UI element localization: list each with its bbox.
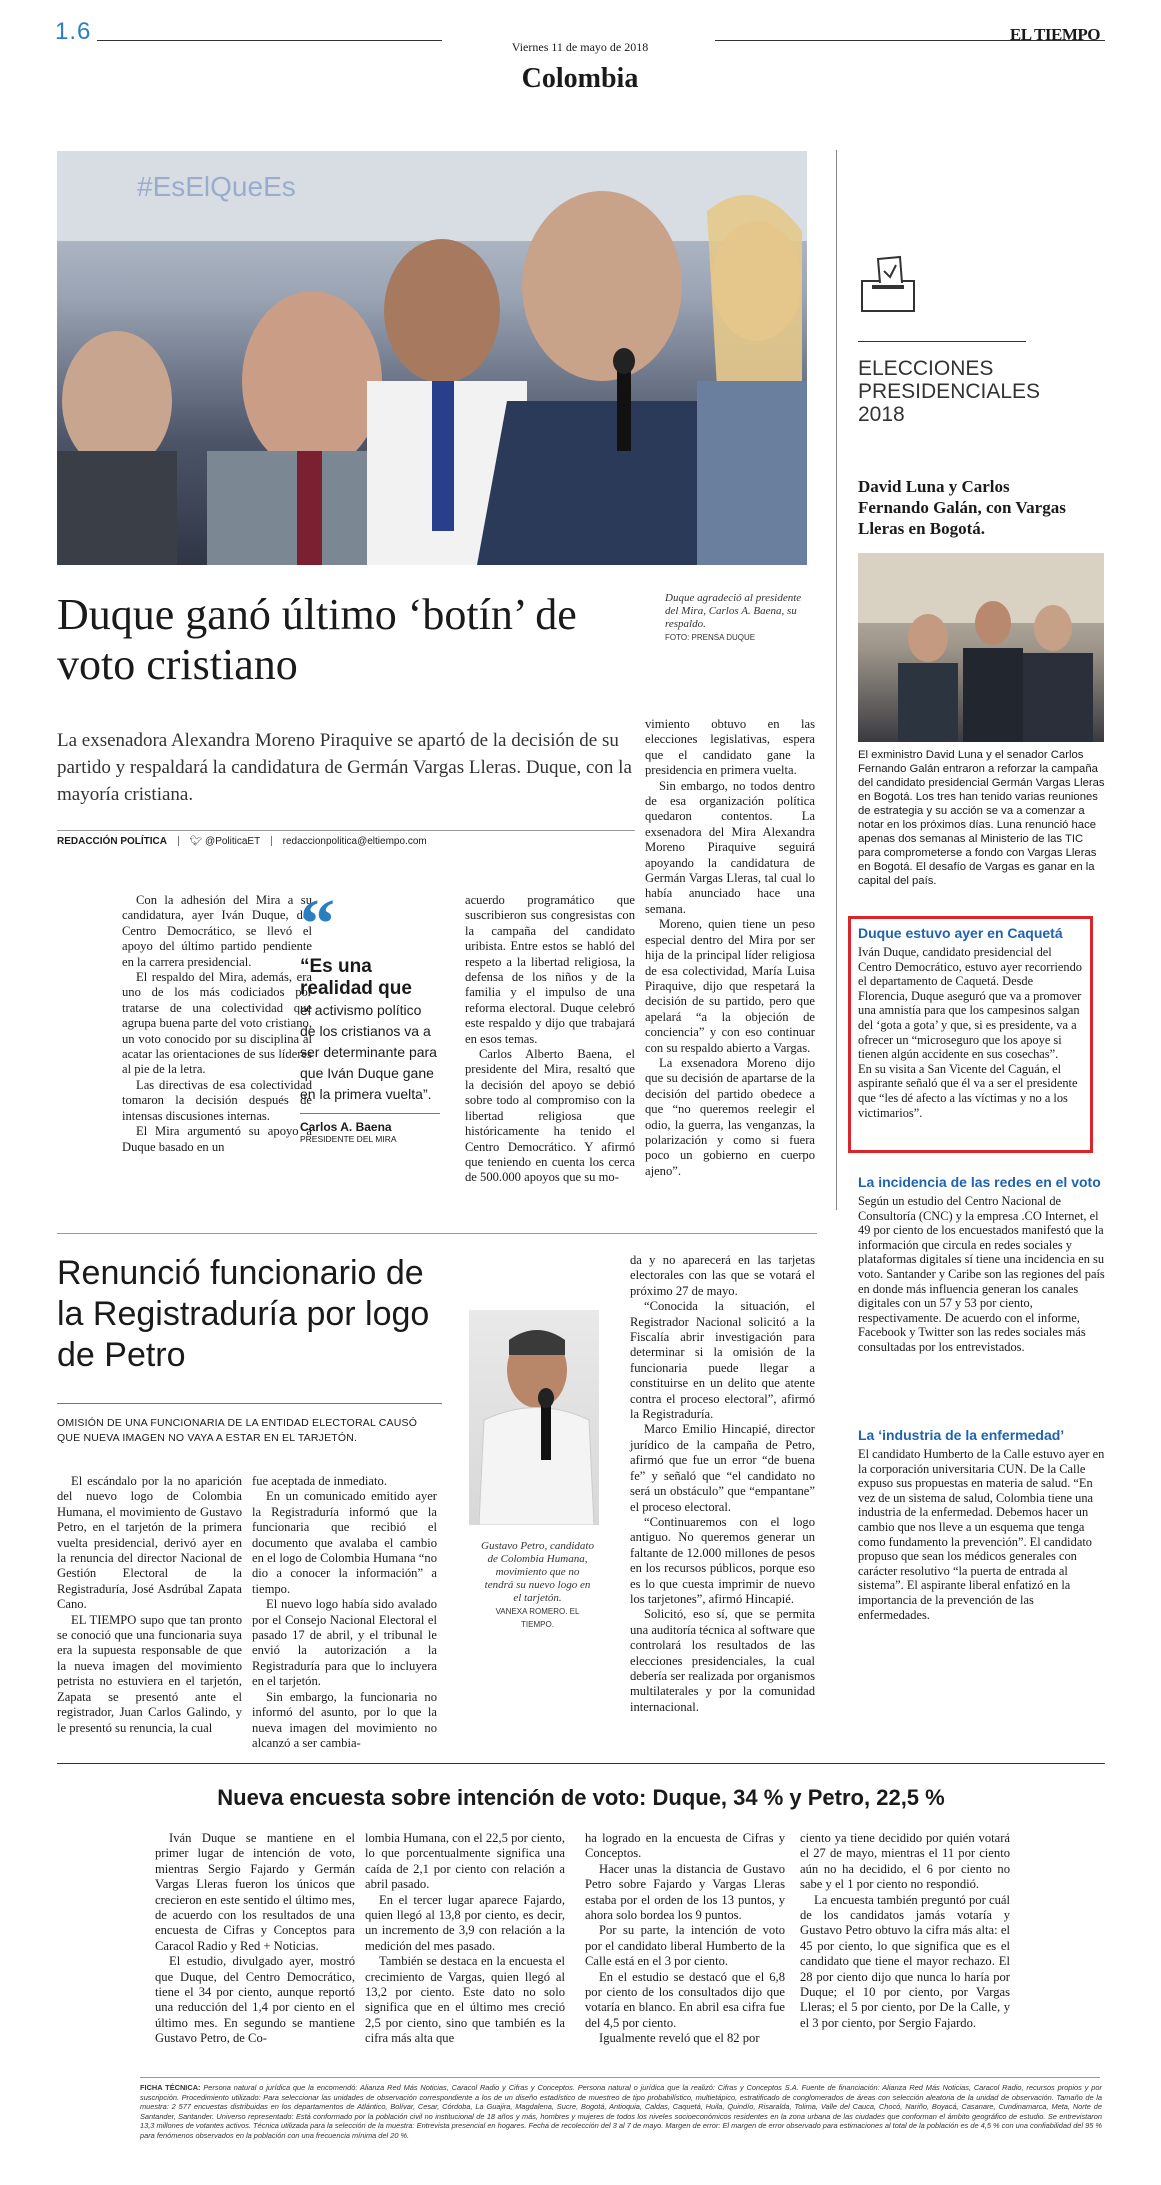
article2-col4: da y no aparecerá en las tarjetas electorales con las que se votará el próximo 27 de mayo. “Conocida la situación, el Registrador Nacional solicitó a la Fiscalía abrir investigación para determinar si la omisión de la funcionaria puede llegar a constituirse en un delito que atente contra el proceso electoral”, afirmó la Registraduría. Marco Emilio Hincapié, director jurídico de la campaña de Petro, afirmó que fue un error “de buena fe” y señaló que “el candidato no será un obstáculo” que “empantane” el proceso electoral. “Continuaremos con el logo antiguo. No queremos generar un faltante de 12.000 millones de pesos en los recursos públicos, porque eso es lo que cuesta imprimir de nuevo los tarjetones”, afirmó Hincapié. Solicitó, eso sí, que se permita una auditoría técnica al software que controlará los resultados de las elecciones presidenciales, la cual debería ser realizada por organismos multilaterales y por la comunidad internacional. (630, 1253, 815, 1714)
quote-bold: “Es una realidad que (300, 956, 412, 999)
sidebar-item-title: La incidencia de las redes en el voto (858, 1174, 1101, 1190)
duque-mira-photo (57, 151, 807, 565)
byline-email[interactable]: redaccionpolitica@eltiempo.com (282, 836, 427, 847)
article1-col4: vimiento obtuvo en las elecciones legislativas, espera que el candidato gane la presidencia en primera vuelta. Sin embargo, no todos dentro de esa organización política quedaron contentos. La exsenadora del Mira Alexandra Moreno Piraquive seguirá apoyando la candidatura de Germán Vargas Lleras, tal cual lo había anunciado hace una semana. Moreno, quien tiene un peso especial dentro del Mira por ser hija de la principal líder religiosa de esa colectividad, María Luisa Piraquive, dijo que respetará la decisión de su partido, pero que apelará “a la objeción de conciencia” y con eso continuar con su respaldo abierto a Vargas. La exsenadora Moreno dijo que su decisión de apartarse de la decisión del partido obedece a que “no queremos reelegir el odio, la guerra, las venganzas, la polarización y como si fuera poco un gobierno en cuerpo ajeno”. (645, 717, 815, 1178)
sidebar-item-text: Iván Duque, candidato presidencial del Centro Democrático, estuvo ayer recorriendo el departamento de Caquetá. Desde Florencia, Duque aseguró que va a promover una amnistía para que los campesinos salgan del ‘gota a gota’ y que, si es presidente, va a ofrecer un “microseguro que los apoye si tienen algún accidente en sus cosechas”. (858, 945, 1082, 1062)
article2-deck: OMISIÓN DE UNA FUNCIONARIA DE LA ENTIDAD ELECTORAL CAUSÓ QUE NUEVA IMAGEN NO VAYA A ESTAR EN EL TARJETÓN. (57, 1417, 418, 1444)
byline: REDACCIÓN POLÍTICA 🐦︎ @PoliticaET redaccionpolitica@eltiempo.com (57, 836, 427, 847)
sidebar-kicker-rule (858, 341, 1026, 342)
byline-rule (57, 830, 635, 831)
svg-text:#EsElQueEs: #EsElQueEs (137, 171, 296, 202)
header-rule-left (97, 40, 442, 41)
twitter-handle[interactable]: @PoliticaET (205, 836, 261, 847)
article3-col4: ciento ya tiene decidido por quién votará el 27 de mayo, mientras el 11 por ciento aún no ha decidido, el 6 por ciento no sabe y el 1 por ciento no respondió. La encuesta también preguntó por cuál de los candidatos jamás votaría y Gustavo Petro obtuvo la cifra más alta: el 45 por ciento, lo que significa que es el candidato que tiene el mayor rechazo. El 28 por ciento dijo que nunca lo haría por Duque; el 10 por ciento, por Vargas Lleras; el 5 por ciento, por De la Calle, y el 3 por ciento, por Sergio Fajardo. (800, 1831, 1010, 2030)
article-divider (57, 1233, 817, 1234)
quote-author: Carlos A. Baena (300, 1120, 392, 1134)
article1-photo-caption: Duque agradeció al presidente del Mira, Carlos A. Baena, su respaldo. FOTO: PRENSA DUQUE (665, 592, 802, 642)
article1-headline: Duque ganó último ‘botín’ de voto cristiano (57, 590, 577, 689)
sidebar-item-redes (858, 1174, 1106, 1355)
pull-quote (300, 886, 440, 1144)
sidebar-item-text: El candidato Humberto de la Calle estuvo ayer en la corporación universitaria CUN. De la Calle expuso sus propuestas en materia de salud. “En vez de un sistema de salud, Colombia tiene una industria de la enfermedad. Debemos hacer un cambio que nos lleve a un esquema que tenga como fundamento la prevención”. El candidato propuso que sean los médicos generales con carácter resolutivo “la puerta de entrada al sistema”. El aspirante liberal enfatizó en la importancia de la prevención de las enfermedades. (858, 1447, 1105, 1622)
article3-col1: Iván Duque se mantiene en el primer lugar de intención de voto, mientras Sergio Fajardo y Germán Vargas Lleras fueron los únicos que crecieron en este sentido el último mes, de acuerdo con los resultados de una encuesta de Cifras y Conceptos para Caracol Radio y Red + Noticias. El estudio, divulgado ayer, mostró que Duque, del Centro Democrático, tiene el 34 por ciento, aunque reportó una reducción del 1,4 por ciento en el último mes. En segundo se mantiene Gustavo Petro, de Co- (155, 1831, 355, 2046)
column-divider (836, 150, 837, 1210)
sidebar-item-title: Duque estuvo ayer en Caquetá (858, 925, 1063, 941)
sidebar-photo (858, 553, 1104, 742)
article3-col3: ha logrado en la encuesta de Cifras y Conceptos. Hacer unas la distancia de Gustavo Petro sobre Fajardo y Vargas Lleras estaba por el orden de los 13 puntos, y ahora solo bordea los 9 puntos. Por su parte, la intención de voto por el candidato liberal Humberto de la Calle está en el 3 por ciento. En el estudio se destacó que el 6,8 por ciento de los consultados dijo que votaría en blanco. En abril esa cifra fue del 4,5 por ciento. Igualmente reveló que el 82 por (585, 1831, 785, 2046)
sidebar-item-salud (858, 1427, 1106, 1622)
quote-mark-icon: “ (300, 886, 335, 963)
sidebar-photo-caption: El exministro David Luna y el senador Carlos Fernando Galán entraron a reforzar la campaña del candidato presidencial Germán Vargas Lleras en Bogotá. Los tres han tenido varias reuniones de estrategia y su acción se va a comenzar a notar en los próximos días. Luna renunció hace apenas dos semanas al Ministerio de las TIC para comprometerse a fondo con Vargas Lleras en Bogotá. El desafío de Vargas es ganar en la capital del país. (858, 749, 1105, 887)
article1-lead: La exsenadora Alexandra Moreno Piraquive se apartó de la decisión de su partido y respaldará la candidatura de Germán Vargas Lleras. Duque, con la mayoría cristiana. (57, 730, 632, 805)
quote-role: PRESIDENTE DEL MIRA (300, 1134, 397, 1144)
brand-logo: EL TIEMPO (1009, 25, 1100, 44)
ficha-tecnica: FICHA TÉCNICA: Persona natural o jurídica que la encomendó: Alianza Red Más Noticias, Caracol Radio y Cifras y Conceptos. Persona natural o jurídica que la realizó: Cifras y Conceptos S.A. Fuente de financiación: Alianza Red Más Noticias, Caracol Radio, recursos propios y por suscripción. Procedimiento utilizado: Para seleccionar las unidades de observación correspondiente a los de un diseño estadístico de muestreo de tipo probabilístico, multietápico, estratificado de conglomerados de áreas con selección aleatoria de la unidad de observación. Tamaño de la muestra: 2 577 encuestas distribuidas en los departamentos de Atlántico, Bolívar, Cesar, Córdoba, La Guajira, Magdalena, Sucre, Bogotá, Antioquia, Caldas, Caquetá, Huila, Quindío, Risaralda, Tolima, Valle del Cauca, Chocó, Nariño, Boyacá, Casanare, Cundinamarca, Meta, Norte de Santander, Santander. Universo representado: Está conformado por la población civil no institucional de 18 años y más, hombres y mujeres de todos los niveles socioeconómicos residentes en la zona urbana de las ciudades que conforman el ámbito geográfico de estudio. Se entrevistaron 13,3 millones de votantes activos. Técnica utilizada para la selección de la muestra: Entrevista presencial en hogares. Fecha de recolección del 3 al 7 de mayo. Margen de error: El margen de error observado para estimaciones al total de la población es de 4,5 % con una confiabilidad del 95 % para fenómenos observados en la población con una frecuencia mínima del 20 %. (140, 2083, 1102, 2140)
article2-photo-caption: Gustavo Petro, candidato de Colombia Humana, movimiento que no tendrá su nuevo logo en el tarjetón. VANEXA ROMERO. EL TIEMPO. (481, 1540, 594, 1629)
sidebar-item-text: Según un estudio del Centro Nacional de Consultoría (CNC) y la empresa .CO Internet, el 49 por ciento de los encuestados manifestó que la información que circula en redes sociales y plataformas digitales sí tiene una incidencia en su voto. Santander y Caribe son las regiones del país en donde más influencia generan los canales digitales con un 57 y 53 por ciento, respectivamente. De acuerdo con el informe, Facebook y Twitter son las redes sociales más consultadas por los entrevistados. (858, 1194, 1105, 1354)
deck-rule (57, 1403, 442, 1404)
section-title: Colombia (521, 63, 639, 94)
article3-top-rule (57, 1763, 1105, 1764)
article1-col1: Con la adhesión del Mira a su candidatura, ayer Iván Duque, del Centro Democrático, se llevó el apoyo del último partido pendiente en la carrera presidencial. El respaldo del Mira, además, era uno de los más codiciados por tratarse de una colectividad que agrupa buena parte del voto cristiano, un voto conocido por su disciplina al acatar las orientaciones de sus líderes al pie de la letra. Las directivas de esa colectividad tomaron la decisión después de intensas discusiones internas. El Mira argumentó su apoyo a Duque basado en un (122, 893, 312, 1154)
article1-col3: acuerdo programático que suscribieron sus congresistas con la campaña del candidato uribista. Entre estos se habló del respeto a la libertad religiosa, la defensa de los niños y de la familia y el impulso de una reforma electoral. Duque celebró este respaldo y dijo que trabajará en esos temas. Carlos Alberto Baena, el presidente del Mira, resaltó que la decisión del apoyo se debió sobre todo al compromiso con la libertad religiosa que históricamente ha tenido el Centro Democrático. Y afirmó que teniendo en cuenta los cerca de 500.000 apoyos que su mo- (465, 893, 635, 1185)
sidebar-kicker: ELECCIONES PRESIDENCIALES 2018 (858, 357, 1041, 426)
sidebar-item-text2: En su visita a San Vicente del Caguán, el aspirante señaló que él va a ser el presidente que “les dé afecto a las víctimas y no a los victimarios”. (858, 1061, 1078, 1120)
sidebar-item-title: La ‘industria de la enfermedad’ (858, 1427, 1065, 1443)
quote-text: el activismo político de los cristianos va a ser determinante para que Iván Duque gane en la primera vuelta”. (300, 1002, 437, 1102)
issue-date: Viernes 11 de mayo de 2018 (511, 40, 649, 54)
article2-headline: Renunció funcionario de la Registraduría por logo de Petro (57, 1254, 430, 1374)
ficha-rule (140, 2077, 1100, 2078)
article2-col1: El escándalo por la no aparición del nuevo logo de Colombia Humana, el movimiento de Gustavo Petro, en el tarjetón de la primera vuelta presidencial, derivó ayer en la renuncia del director Nacional de Gestión Electoral de la Registraduría, José Asdrúbal Zapata Cano. EL TIEMPO supo que tan pronto se conoció que una funcionaria suya era la supuesta responsable de que la nueva imagen del movimiento petrista no estuviera en el tarjetón, Zapata se presentó ante el registrador, Juan Carlos Galindo, y le presentó su renuncia, la cual (57, 1474, 242, 1735)
sidebar-head: David Luna y Carlos Fernando Galán, con Vargas Lleras en Bogotá. (858, 477, 1066, 538)
twitter-icon: 🐦︎ (189, 836, 203, 847)
sidebar-item-caqueta (848, 916, 1093, 1153)
petro-photo (469, 1310, 599, 1525)
article3-headline: Nueva encuesta sobre intención de voto: Duque, 34 % y Petro, 22,5 % (217, 1785, 945, 1810)
ballot-box-icon (858, 255, 918, 319)
page-number: 1.6 (55, 18, 92, 45)
article2-col2: fue aceptada de inmediato. En un comunicado emitido ayer la Registraduría informó que la funcionaria que recibió el documento que avalaba el cambio en el logo de Colombia Humana “no dio a conocer la información” a tiempo. El nuevo logo había sido avalado por el Consejo Nacional Electoral el pasado 17 de abril, y el tribunal le envió la autorización a la Registraduría para que lo incluyera en el tarjetón. Sin embargo, la funcionaria no informó del asunto, por lo que la nueva imagen del movimiento no alcanzó a ser cambia- (252, 1474, 437, 1750)
article3-col2: lombia Humana, con el 22,5 por ciento, lo que porcentualmente significa una caída de 2,1 por ciento con relación a abril pasado. En el tercer lugar aparece Fajardo, quien llegó al 13,8 por ciento, es decir, un incremento de 3,9 con relación a la medición del mes pasado. También se destaca en la encuesta el crecimiento de Vargas, quien llegó al 13,2 por ciento. Este dato no solo significa que en el último mes creció 2,5 por ciento, sino que también es la cifra más alta que (365, 1831, 565, 2046)
